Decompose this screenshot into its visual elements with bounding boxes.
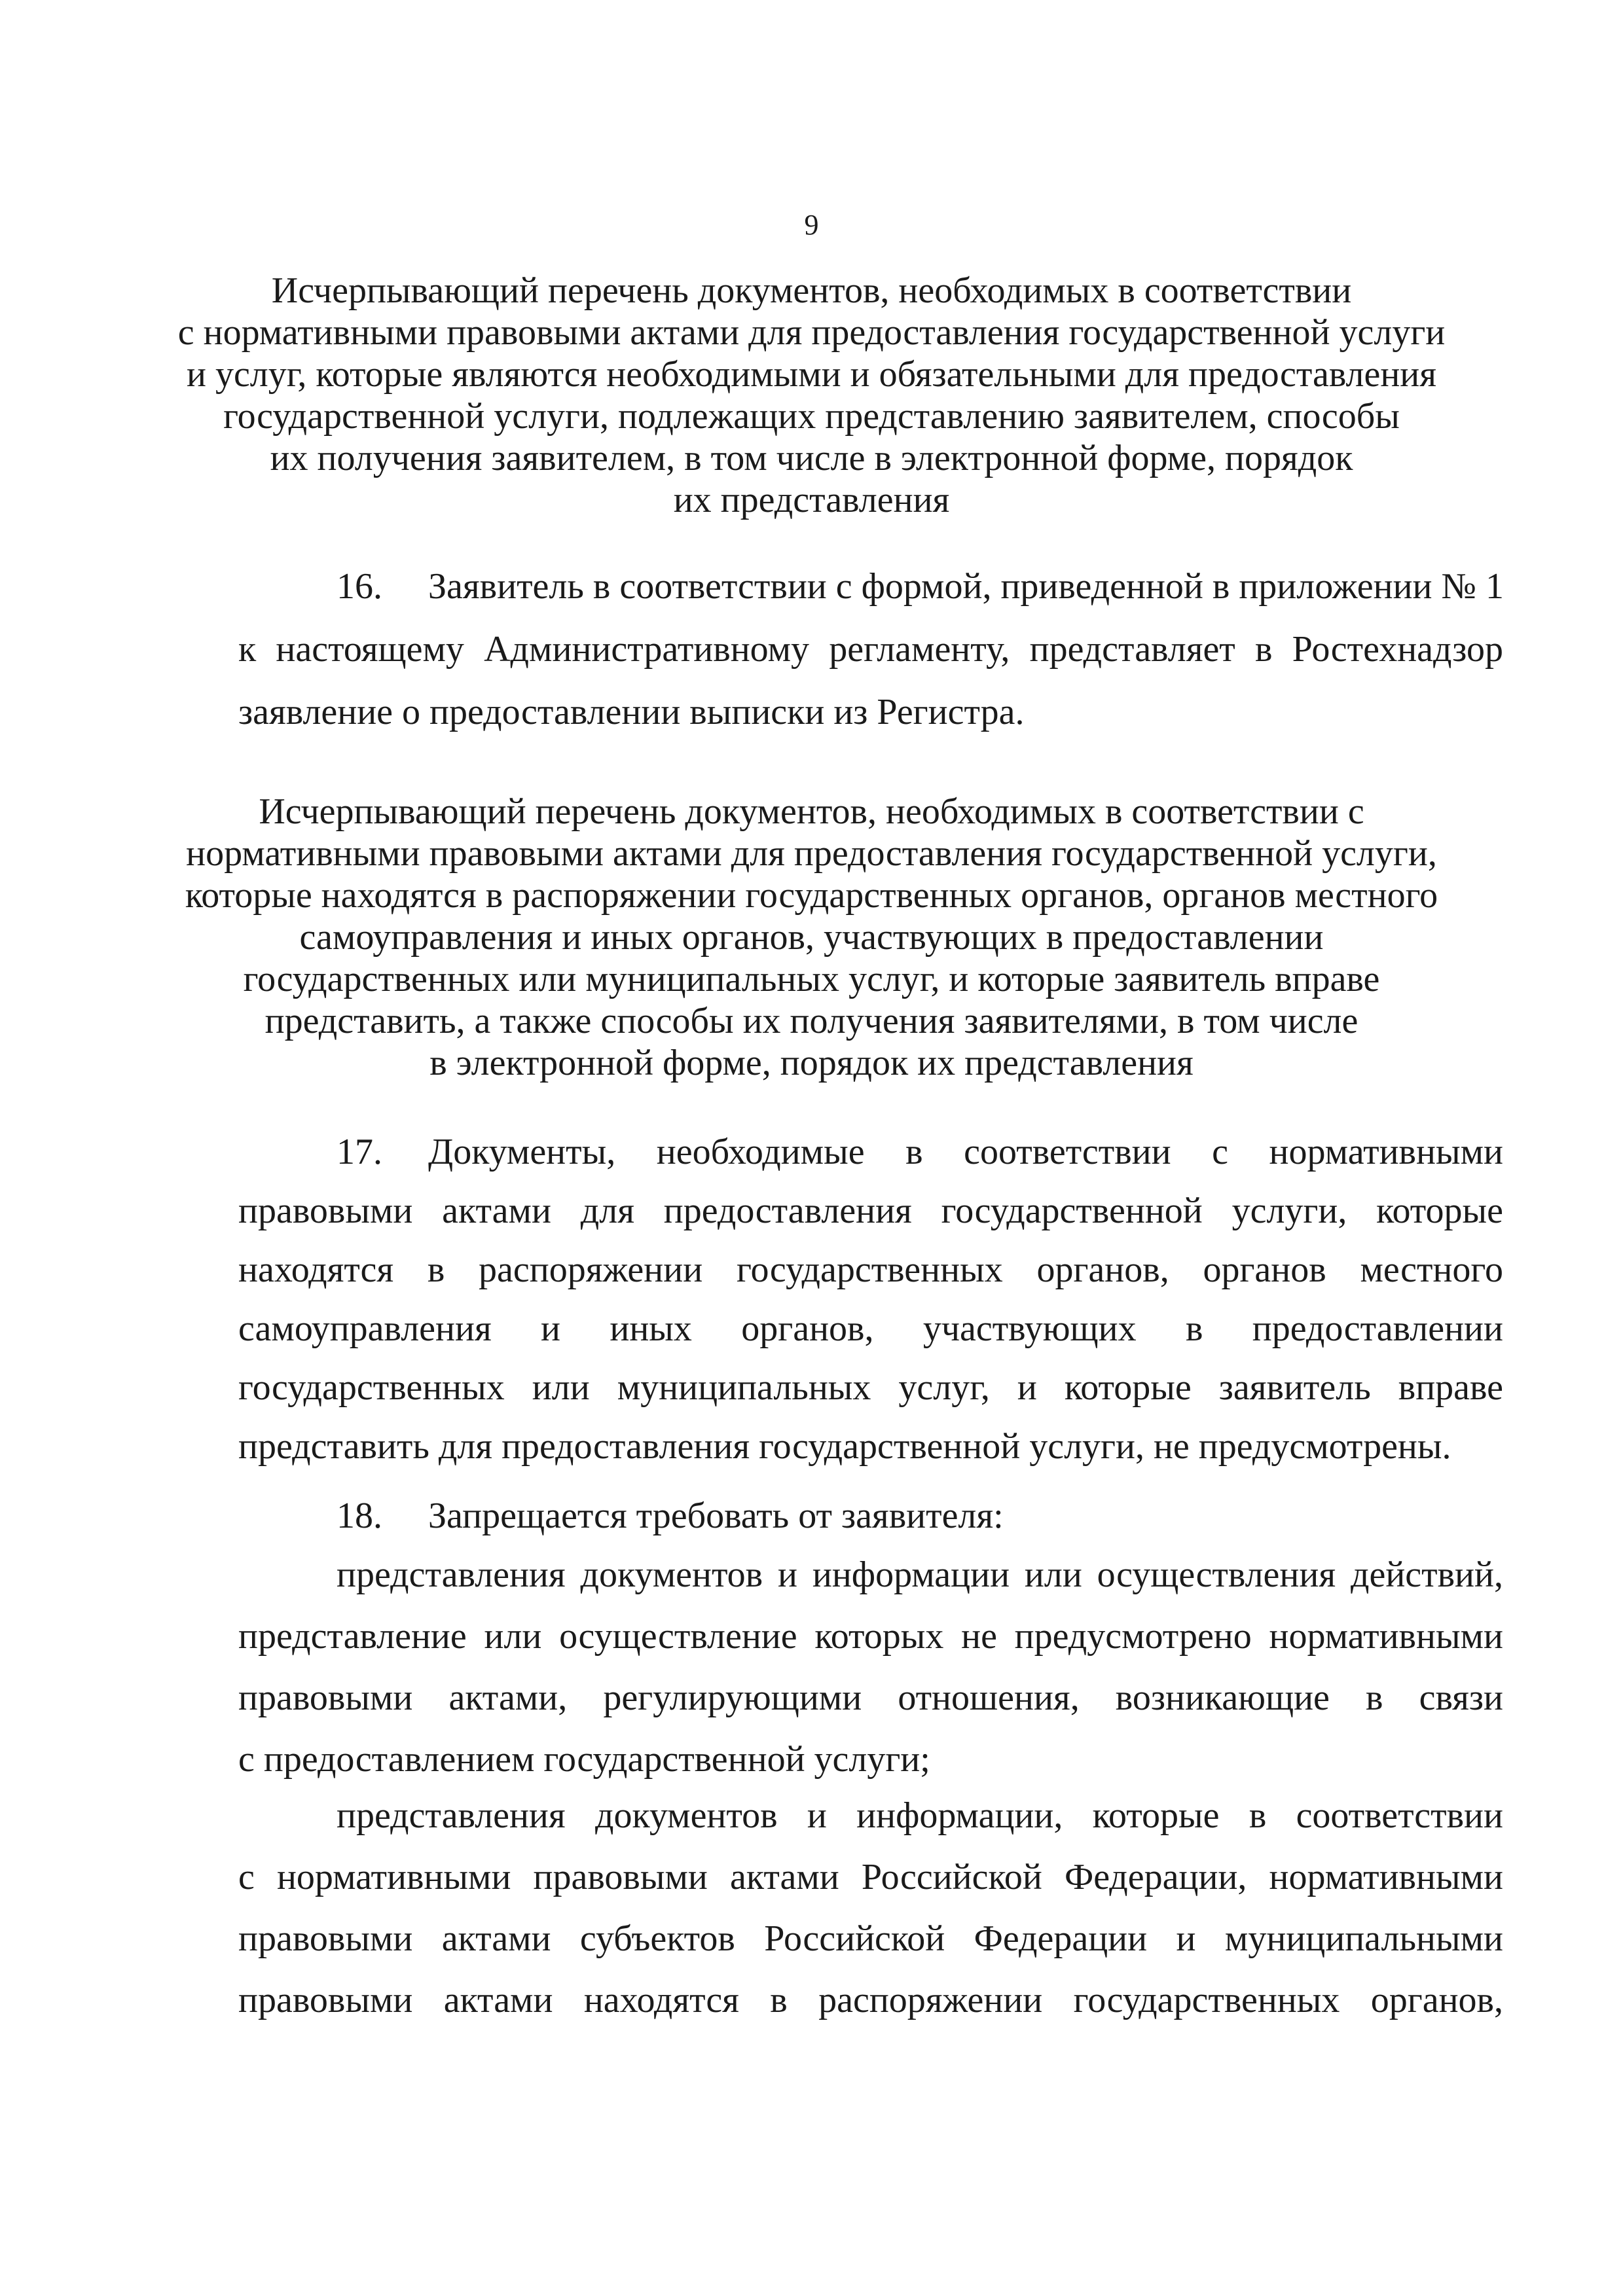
heading-line: государственной услуги, подлежащих представлению заявителем, способы — [223, 396, 1400, 437]
heading-line: самоуправления и иных органов, участвующих в предоставлении — [299, 917, 1324, 958]
paragraph-line: к настоящему Административному регламенту, представляет в Ростехнадзор — [238, 629, 1503, 670]
section-heading-required-documents — [0, 270, 1623, 521]
paragraph-line: с предоставлением государственной услуги; — [238, 1739, 930, 1780]
paragraph-line: представления документов и информации или осуществления действий, — [337, 1554, 1503, 1595]
paragraph-18-item-2 — [238, 1797, 1503, 2043]
paragraph-line: государственных или муниципальных услуг, и которые заявитель вправе — [238, 1367, 1503, 1408]
paragraph-18-item-1 — [238, 1556, 1503, 1803]
heading-line: их получения заявителем, в том числе в электронной форме, порядок — [270, 438, 1353, 478]
heading-line: их представления — [673, 480, 950, 520]
paragraph-line: представление или осуществление которых не предусмотрено нормативными — [238, 1616, 1503, 1657]
paragraph-line: правовыми актами для предоставления государственной услуги, которые — [238, 1191, 1503, 1231]
paragraph-line — [238, 568, 1503, 605]
paragraph-text: Запрещается требовать от заявителя: — [428, 1496, 1004, 1536]
heading-line: и услуг, которые являются необходимыми и обязательными для предоставления — [186, 354, 1437, 395]
paragraph-line: представления документов и информации, которые в соответствии — [337, 1795, 1503, 1836]
section-heading-optional-documents — [0, 791, 1623, 1084]
paragraph-17 — [238, 1134, 1503, 1487]
heading-line: в электронной форме, порядок их представления — [429, 1043, 1194, 1083]
heading-line: Исчерпывающий перечень документов, необходимых в соответствии — [271, 270, 1352, 311]
paragraph-line: представить для предоставления государственной услуги, не предусмотрены. — [238, 1426, 1451, 1467]
heading-line: представить, а также способы их получения заявителями, в том числе — [264, 1001, 1359, 1041]
paragraph-line: с нормативными правовыми актами Российской Федерации, нормативными — [238, 1857, 1503, 1897]
paragraph-line: заявление о предоставлении выписки из Регистра. — [238, 692, 1025, 732]
paragraph-text: Документы, необходимые в соответствии с нормативными — [428, 1132, 1503, 1172]
paragraph-number: 17. — [337, 1132, 382, 1172]
paragraph-line — [238, 1134, 1503, 1170]
paragraph-number: 18. — [337, 1496, 382, 1536]
paragraph-line: находятся в распоряжении государственных органов, органов местного — [238, 1249, 1503, 1290]
paragraph-line: самоуправления и иных органов, участвующих в предоставлении — [238, 1308, 1503, 1349]
paragraph-line: правовыми актами субъектов Российской Федерации и муниципальными — [238, 1918, 1503, 1959]
paragraph-text: Заявитель в соответствии с формой, приведенной в приложении № 1 — [428, 566, 1504, 607]
paragraph-line: правовыми актами находятся в распоряжении государственных органов, — [238, 1980, 1503, 2020]
paragraph-16 — [238, 568, 1503, 757]
paragraph-18 — [238, 1498, 1503, 1534]
paragraph-number: 16. — [337, 566, 382, 607]
heading-line: нормативными правовыми актами для предоставления государственной услуги, — [186, 833, 1437, 874]
heading-line: которые находятся в распоряжении государственных органов, органов местного — [185, 875, 1438, 916]
page-number: 9 — [804, 209, 819, 241]
heading-line: с нормативными правовыми актами для предоставления государственной услуги — [177, 312, 1446, 353]
heading-line: государственных или муниципальных услуг, и которые заявитель вправе — [243, 959, 1380, 999]
paragraph-line: правовыми актами, регулирующими отношения, возникающие в связи — [238, 1677, 1503, 1718]
heading-line: Исчерпывающий перечень документов, необходимых в соответствии с — [259, 791, 1364, 832]
paragraph-line — [238, 1498, 1503, 1534]
